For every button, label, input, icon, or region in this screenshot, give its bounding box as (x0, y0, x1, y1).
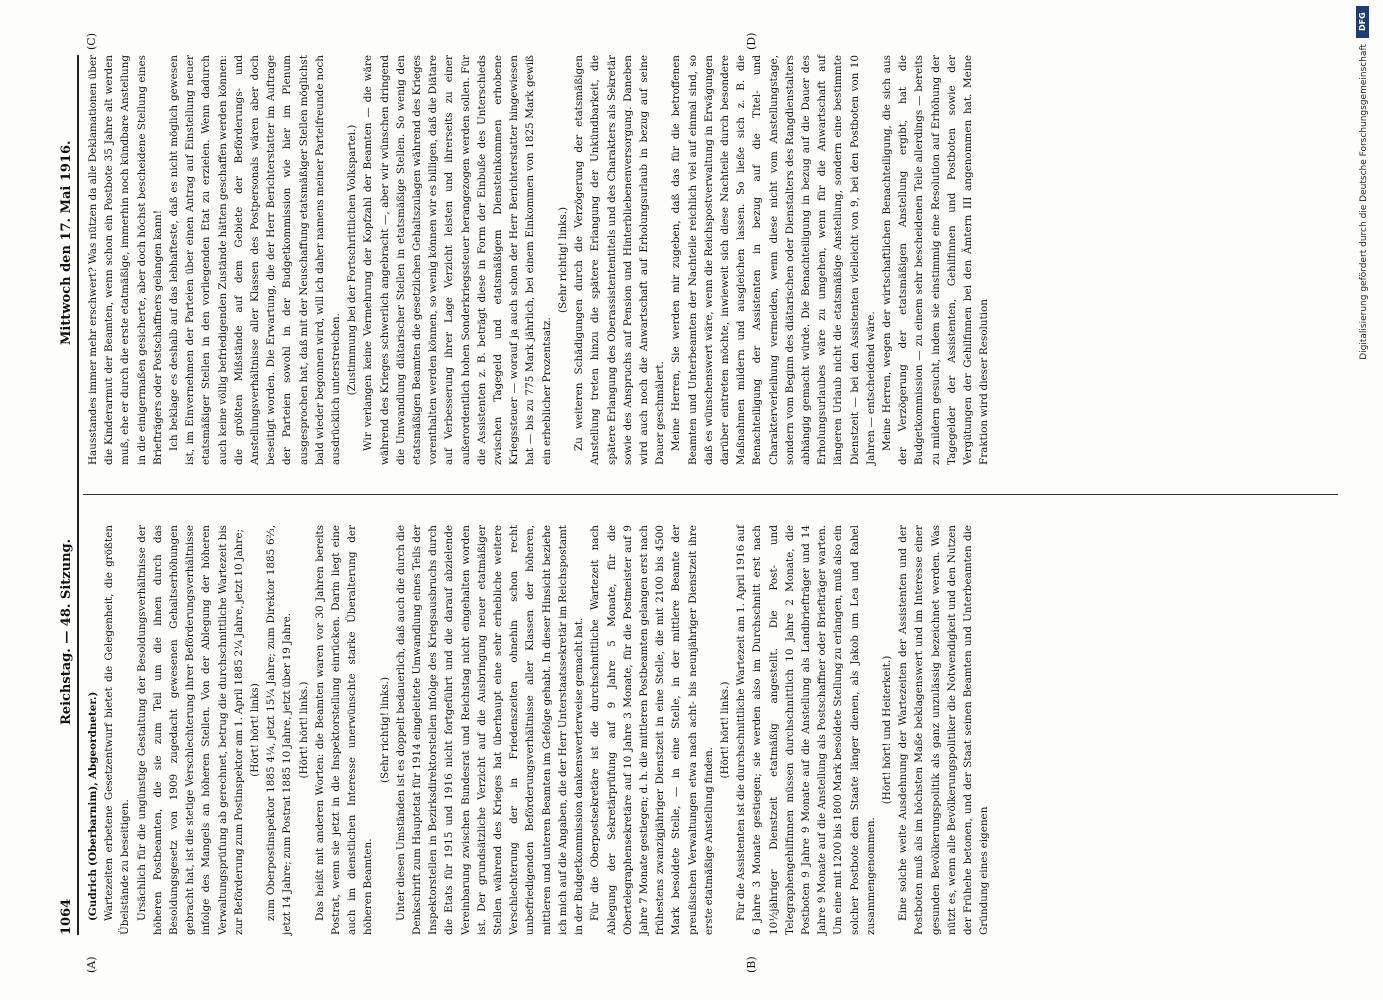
rotated-page-content (55, 32, 1345, 973)
paragraph: Hausstandes immer mehr erschwert? Was nützen da alle Deklamationen über die Kinderarmut der Beamten, wenn schon ein Postbote 35 Jahre alt werden muß, ehe er durch die erste etatmäßige, immerhin noch kündbare Anstellung in die einigermaßen gesicherte, aber doch höchst bescheidene Stellung eines Briefträgers oder Postschaffners gelangen kann! (87, 55, 164, 465)
interjection: (Hört! hört! links) (249, 683, 262, 777)
paragraph: Für die Assistenten ist die durchschnittliche Wartezeit am 1. April 1916 auf 6 Jahre 3 Monate gestiegen; sie werden also im Durchschnitt erst nach 10½jähriger Dienstzeit etatmäßig angestellt. Die Post- und Telegraphengehilfinnen müssen durchschnittlich 10 Jahre 2 Monate, die Postboten 9 Jahre 9 Monate auf die Anstellung als Landbriefträger und 14 Jahre 9 Monate auf die Anstellung als Postschaffner oder Briefträger warten. Um eine mit 1200 bis 1800 Mark besoldete Stellung zu erlangen, muß also ein solcher Postbote dem Staate länger dienen, als Jakob um Lea und Rahel zusammengenommen. (735, 525, 877, 935)
page-number: 1064 (58, 898, 74, 935)
margin-marker-c: (C) (85, 33, 98, 50)
paragraph: Das heißt mit anderen Worten: die Beamten waren vor 30 Jahren bereits Postrat, wenn sie jetzt in die Inspektorstellung einrücken. Darin liegt eine auch im dienstlichen Interesse unerwünschte starke Überalterung der höheren Beamten. (313, 525, 375, 935)
session-title: Reichstag. — 48. Sitzung. (58, 538, 74, 725)
page-header (55, 55, 77, 935)
column-separator (83, 494, 1338, 495)
margin-marker-d: (D) (745, 32, 758, 50)
speaker-line: (Gudrich (Oberbarnim), Abgeordneter.) (87, 691, 99, 921)
paragraph: Ich beklage es deshalb auf das lebhafteste, daß es nicht möglich gewesen ist, im Einvernehmen der Parteien über einen Antrag auf Einstellung neuer etatsmäßiger Stellen in den vorliegenden Etat zu erzielen. Wenn dadurch auch keine völlig befriedigenden Zustände hätten geschaffen werden können: die größten Mißstände auf dem Gebiete der Beförderungs- und Anstellungsverhältnisse aller Klassen des Postpersonals wären aber doch beseitigt worden. Die Erwartung, die der Herr Berichterstatter im Auftrage der Parteien sowohl in der Budgetkommission wie hier im Plenum ausgesprochen hat, daß mit der Neuschaffung etatsmäßiger Stellen möglichst bald wieder begonnen wird, will ich daher namens meiner Parteifreunde noch ausdrücklich unterstreichen. (168, 55, 343, 465)
interjection: (Hört! hört! und Heiterkeit.) (880, 655, 893, 805)
paragraph: Unter diesen Umständen ist es doppelt bedauerlich, daß auch die durch die Denkschrift zum Hauptetat für 1914 eingeleitete Umwandlung eines Teils der Inspektorstellen in Bezirksdirektorstellen infolge des Kriegsausbruchs durch die Etats für 1915 und 1916 nicht fortgeführt und die darauf abzielende Vereinbarung zwischen Bundesrat und Reichstag nicht eingehalten worden ist. Der grundsätzliche Verzicht auf die Ausbringung neuer etatmäßiger Stellen während des Krieges hat überhaupt eine sehr erhebliche weitere Verschlechterung der in Friedenszeiten ohnehin schon recht unbefriedigenden Beförderungsverhältnisse aller Klassen der höheren, mittleren und unteren Beamten im Gefolge gehabt. In dieser Hinsicht beziehe ich mich auf die Angaben, die der Herr Unterstaatssekretär im Reichspostamt in der Budgetkommission dankenswerterweise gemacht hat. (394, 525, 586, 935)
paragraph: Wir verlangen keine Vermehrung der Kopfzahl der Beamten — die wäre während des Krieges schwerlich angebracht —, aber wir wünschen dringend die Umwandlung diätarischer Stellen in etatsmäßige Stellen. So wenig den etatsmäßigen Beamten die gesetzlichen Gehaltszulagen während des Krieges vorenthalten werden können, so wenig können wir es billigen, daß die Diätare auf Verbesserung ihrer Lage Verzicht leisten und ihrerseits zu einer außerordentlich hohen Sonderkriegssteuer herangezogen werden sollen. Für die Assistenten z. B. beträgt diese in Form der Einbuße des Unterschieds zwischen Tagegeld und etatsmäßigem Diensteinkommen erhobene Kriegssteuer — worauf ja auch schon der Herr Berichterstatter hingewiesen hat — bis zu 775 Mark jährlich, bei einem Einkommen von 1825 Mark gewiß ein erheblicher Prozentsatz. (362, 55, 553, 465)
interjection: (Zustimmung bei der Fortschrittlichen Volkspartei.) (346, 124, 359, 396)
interjection: (Hört! hört! links.) (718, 681, 731, 779)
interjection: (Hört! hört! links.) (297, 681, 310, 779)
margin-marker-b: (B) (745, 956, 758, 973)
paragraph: Meine Herren, Sie werden mir zugeben, daß das für die betroffenen Beamten und Unterbeamten der Nachteile reichlich viel auf einmal sind, so daß es wünschenswert wäre, wenn die Reichspostverwaltung in Erwägungen darüber eintreten möchte, inwieweit sich diese Nachteile durch besondere Maßnahmen mildern und ausgleichen lassen. So ließe sich z. B. die Benachteiligung der Assistenten in bezug auf die Titel- und Charakterverleihung vermeiden, wenn diese nicht vom Anstellungstage, sondern vom Beginn des diätarischen oder Dienstalters des Rangdienstalters abhängig gemacht würde. Die Benachteiligung in bezug auf die Dauer des Erholungsurlaubes wäre zu umgehen, wenn für die Anwartschaft auf längeren Urlaub nicht die etatsmäßige Anstellung, sondern eine bestimmte Dienstzeit — bei den Assistenten vielleicht von 9, bei den Postboten von 10 Jahren — entscheidend wäre. (670, 55, 877, 465)
paragraph: Zu weiteren Schädigungen durch die Verzögerung der etatsmäßigen Anstellung treten hinzu die spätere Erlangung der Unkündbarkeit, die spätere Erlangung des Oberassistententitels und des Charakters als Sekretär sowie des Anspruchs auf Pension und Hinterbliebenenversorgung. Daneben wird auch noch die Anwartschaft auf Erholungsurlaub in bezug auf seine Dauer geschmälert. (573, 55, 667, 465)
header-rule (77, 55, 79, 935)
right-column (85, 55, 992, 465)
interjection: (Sehr richtig! links.) (378, 676, 391, 784)
paragraph: Meine Herren, wegen der wirtschaftlichen Benachteiligung, die sich aus der Verzögerung der etatsmäßigen Anstellung ergibt, hat die Budgetkommission — zu einem sehr bescheidenen Teile allerdings — bereits zu mildern gesucht, indem sie einstimmig eine Resolution auf Erhöhung der Tagegelder der Assistenten, Gehilfinnen und Postboten sowie der Vergütungen der Gehilfinnen bei den Ämtern III angenommen hat. Meine Fraktion wird dieser Resolution (880, 55, 991, 465)
margin-marker-a: (A) (85, 956, 98, 973)
paragraph: Eine solche weite Ausdehnung der Wartezeiten der Assistenten und der Postboten muß als im höchsten Maße beklagenswert und im Interesse einer gesunden Bevölkerungspolitik als ganz unzulässig bezeichnet werden. Was nützt es, wenn alle Bevölkerungspolitiker die Notwendigkeit und den Nutzen der Frühehe betonen, und der Staat seinen Beamten und Unterbeamten die Gründung eines eigenen (897, 525, 991, 935)
dfg-logo: DFG (1356, 6, 1369, 38)
dfg-credit: Digitalisierung gefördert durch die Deutsche Forschungsgemeinschaft (1359, 44, 1369, 360)
paragraph: Ursächlich für die ungünstige Gestaltung der Besoldungsverhältnisse der höheren Postbeamten, die sie zum Teil um die ihnen durch das Besoldungsgesetz von 1909 zugedacht gewesenen Gehaltserhöhungen gebracht hat, ist die stetige Verschlechterung ihrer Beförderungsverhältnisse infolge des Mangels an höheren Stellen. Von der Ablegung der höheren Verwaltungsprüfung ab gerechnet, betrug die durchschnittliche Wartezeit bis zur Beförderung zum Postinspektor am 1. April 1885 2¼ Jahre, jetzt 10 Jahre; (135, 525, 245, 935)
left-column (85, 525, 992, 935)
paragraph: zum Oberpostinspektor 1885 4¼, jetzt 15¼ Jahre; zum Direktor 1885 6⅔, jetzt 14 Jahre; zum Postrat 1885 10 Jahre, jetzt über 19 Jahre. (265, 525, 294, 935)
session-date: Mittwoch den 17. Mai 1916. (58, 140, 74, 345)
paragraph: Für die Oberpostsekretäre ist die durchschnittliche Wartezeit nach Ablegung der Sekretärprüfung auf 9 Jahre 5 Monate, für die Obertelegraphensekretäre auf 10 Jahre 3 Monate, für die Postmeister auf 9 Jahre 7 Monate gestiegen; d. h. die mittleren Postbeamten gelangen erst nach frühestens zwanzigjähriger Dienstzeit in eine Stelle, die mit 2100 bis 4500 Mark besoldete Stelle, — in eine Stelle, in der mittlere Beamte der preußischen Verwaltungen etwa nach acht- bis neunjähriger Dienstzeit ihre erste etatmäßige Anstellung finden. (589, 525, 715, 935)
interjection: (Sehr richtig! links.) (556, 206, 569, 314)
paragraph: Wartezeiten erbetene Gesetzentwurf bietet die Gelegenheit, die größten Übelstände zu beseitigen. (103, 525, 132, 935)
